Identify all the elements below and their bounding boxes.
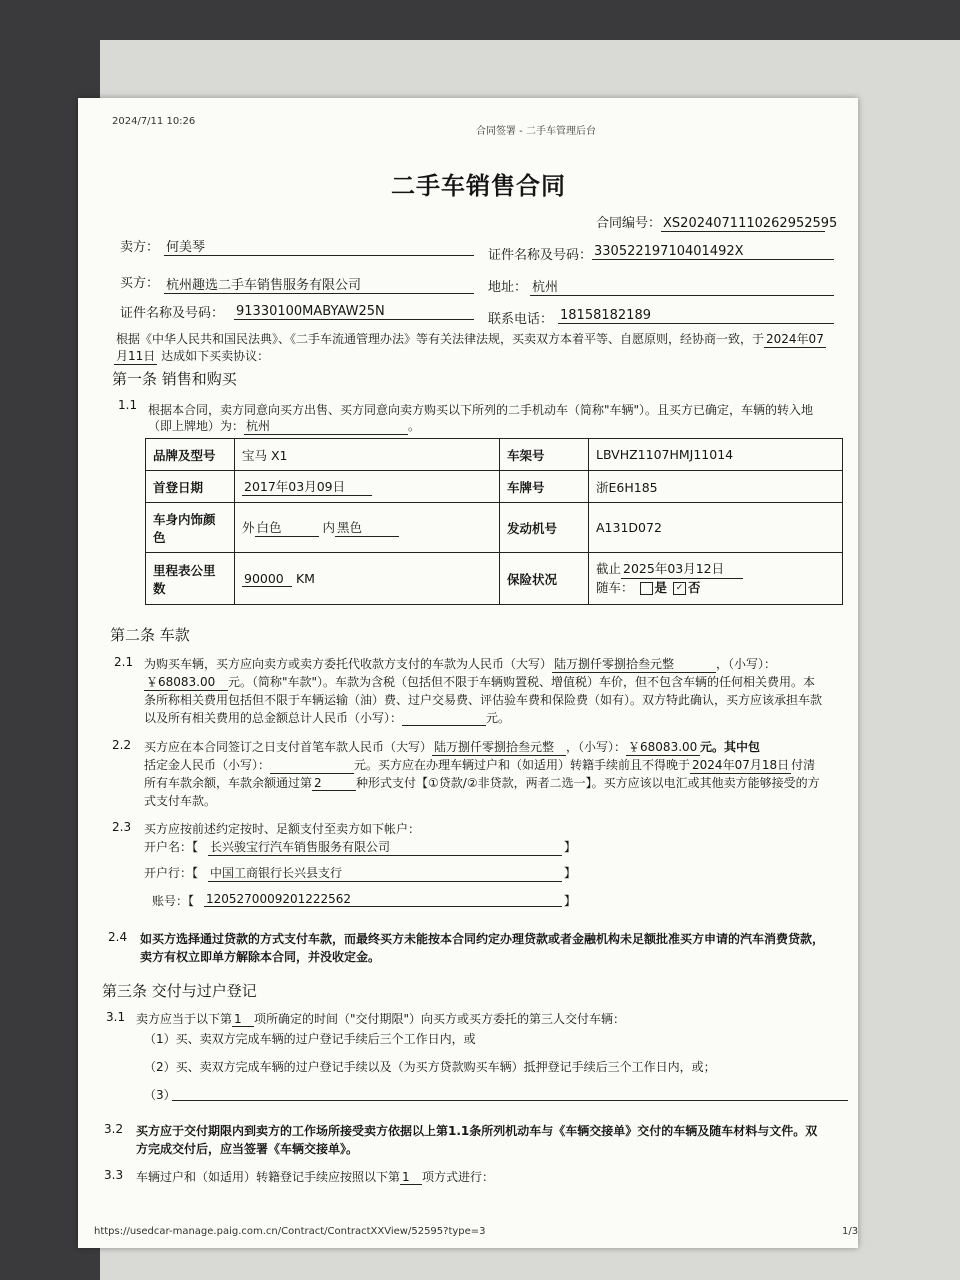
ext-color-value: 白色 <box>255 518 319 537</box>
seller-id-value: 33052219710401492X <box>592 244 834 260</box>
clause-3-3-text-b: 项方式进行： <box>422 1170 495 1184</box>
clause-2-1-text-d: 以及所有相关费用的总金额总计人民币（小写）： <box>144 711 403 725</box>
buyer-id-value: 91330100MABYAW25N <box>234 304 474 320</box>
bank-close: 】 <box>564 866 577 880</box>
clause-2-1-num: 2.1 <box>114 655 134 669</box>
intro-line-1 <box>116 330 826 348</box>
article-2-title: 第二条 车款 <box>110 626 190 644</box>
clause-2-1-text-b: ，（小写）： <box>716 657 777 671</box>
color-label: 车身内饰颜色 <box>146 503 235 553</box>
engine-label: 发动机号 <box>500 503 589 553</box>
clause-2-1-amount-lower: ￥68083.00 <box>144 673 228 691</box>
ext-color-prefix: 外 <box>242 520 255 535</box>
buyer-label: 买方： <box>120 276 160 291</box>
table-row <box>146 553 843 605</box>
buyer-address: 杭州 <box>530 276 834 296</box>
intro-date-part-a: 2024年07 <box>766 332 824 346</box>
transfer-option: 1 <box>400 1170 422 1185</box>
account-name-close: 】 <box>564 840 577 854</box>
clause-3-3-text-a: 车辆过户和（如适用）转籍登记手续应按照以下第 <box>136 1170 401 1184</box>
int-color-value: 黑色 <box>335 518 399 537</box>
clause-2-2-text-f: 付清 <box>791 758 816 772</box>
article-1-title: 第一条 销售和购买 <box>112 370 237 388</box>
clause-2-2-text-d: 括定金人民币（小写）： <box>144 758 271 772</box>
clause-3-3-line <box>136 1168 494 1185</box>
clause-2-2-amount-upper: 陆万捌仟零捌拾叁元整 <box>432 738 566 756</box>
clause-2-2-line-1 <box>144 738 760 756</box>
contract-page <box>78 98 858 1248</box>
intro-date-part-b: 月11日 <box>116 349 156 363</box>
total-amount-blank <box>402 711 486 726</box>
table-row <box>146 503 843 553</box>
contract-no-label: 合同编号： <box>596 216 662 231</box>
account-name-label: 开户名：【 <box>144 840 199 854</box>
account-name: 长兴骏宝行汽车销售服务有限公司 <box>208 838 562 856</box>
insurance-until-date: 2025年03月12日 <box>621 560 743 579</box>
intro-text-2: 达成如下买卖协议： <box>161 349 270 363</box>
intro-line-2 <box>114 347 269 365</box>
clause-2-2-line-2 <box>144 756 815 774</box>
clause-1-1-end: 。 <box>408 419 421 433</box>
clause-2-4-line-1: 如买方选择通过贷款的方式支付车款，而最终买方未能按本合同约定办理贷款或者金融机构未足额批准买方申请的汽车消费贷款， <box>140 932 825 946</box>
clause-2-2-amount-lower: ￥68083.00 <box>626 738 700 756</box>
document-title: 二手车销售合同 <box>391 172 566 200</box>
account-no-label: 账号：【 <box>152 894 195 908</box>
bank-label: 开户行：【 <box>144 866 199 880</box>
print-page-title: 合同签署 - 二手车管理后台 <box>476 126 596 137</box>
yes-checkbox[interactable] <box>640 582 653 595</box>
footer-page-number: 1/3 <box>842 1226 859 1237</box>
mileage-value: 90000 <box>242 571 292 587</box>
brand-value: 宝马 X1 <box>235 439 500 471</box>
clause-2-2-text-h: 种形式支付【①贷款/②非贷款，两者二选一】。买方应该以电汇或其他卖方能够接受的方 <box>356 776 820 790</box>
delivery-option: 1 <box>232 1012 254 1027</box>
deposit-blank <box>270 759 354 774</box>
clause-2-3-text: 买方应按前述约定按时、足额支付至卖方如下帐户： <box>144 822 421 836</box>
vehicle-table <box>145 438 843 605</box>
buyer-addr-label: 地址： <box>488 280 528 295</box>
clause-1-1-line-2 <box>148 417 420 435</box>
clause-2-2-num: 2.2 <box>112 738 132 752</box>
plate-label: 车牌号 <box>500 471 589 503</box>
mileage-label: 里程表公里数 <box>146 553 235 605</box>
clause-2-2-text-a: 买方应在本合同签订之日支付首笔车款人民币（大写） <box>144 740 433 754</box>
print-datetime: 2024/7/11 10:26 <box>112 116 196 127</box>
account-no-close: 】 <box>564 894 577 908</box>
clause-3-2-num: 3.2 <box>104 1122 124 1136</box>
clause-2-2-text-g: 所有车款余额，车款余额通过第 <box>144 776 313 790</box>
clause-2-1-line-1 <box>144 655 776 673</box>
vin-value: LBVHZ1107HMJ11014 <box>589 439 843 471</box>
buyer-id-label: 证件名称及号码： <box>120 306 225 321</box>
clause-3-1-option-3: （3） <box>144 1088 176 1102</box>
clause-2-2-text-e: 元。买方应在办理车辆过户和（如适用）转籍手续前且不得晚于 <box>354 758 691 772</box>
clause-3-1-line-1 <box>136 1010 625 1027</box>
clause-2-1-line-3: 条所称相关费用包括但不限于车辆运输（油）费、过户交易费、评估验车费和保险费（如有）。双方特此确认，买方应该承担车款 <box>144 693 823 707</box>
clause-1-1-text-2: （即上牌地）为： <box>148 419 245 433</box>
clause-3-2-line-2: 方完成交付后，应当签署《车辆交接单》。 <box>136 1142 359 1156</box>
plate-value: 浙E6H185 <box>589 471 843 503</box>
clause-3-1-text-b: 项所确定的时间（"交付期限"）向买方或买方委托的第三人交付车辆： <box>254 1012 626 1026</box>
clause-3-2-line-1: 买方应于交付期限内到卖方的工作场所接受卖方依据以上第1.1条所列机动车与《车辆交接单》交付的车辆及随车材料与文件。双 <box>136 1124 818 1138</box>
contract-no-row <box>596 212 838 232</box>
clause-2-2-text-b: ，（小写）： <box>566 740 627 754</box>
buyer-name: 杭州趣选二手车销售服务有限公司 <box>164 274 474 294</box>
footer-url: https://usedcar-manage.paig.com.cn/Contract/ContractXXView/52595?type=3 <box>94 1226 486 1237</box>
payment-option: 2 <box>312 776 356 791</box>
clause-2-2-line-4: 式支付车款。 <box>144 794 217 808</box>
seller-name: 何美琴 <box>164 236 474 256</box>
clause-2-4-num: 2.4 <box>108 930 128 944</box>
insurance-until-row <box>596 560 835 579</box>
clause-2-1-amount-upper: 陆万捌仟零捌拾叁元整 <box>552 655 716 673</box>
vin-label: 车架号 <box>500 439 589 471</box>
seller-label: 卖方： <box>120 240 160 255</box>
intro-text-1: 根据《中华人民共和国民法典》、《二手车流通管理办法》等有关法律法规，买卖双方本着平等、自愿原则，经协商一致，于 <box>116 332 765 346</box>
reg-date-label: 首登日期 <box>146 471 235 503</box>
reg-date-value: 2017年03月09日 <box>242 477 372 496</box>
clause-3-1-text-a: 卖方应当于以下第 <box>136 1012 233 1026</box>
mileage-unit: KM <box>295 570 315 586</box>
clause-2-1-text-c: 元。（简称"车款"）。车款为含税（包括但不限于车辆购置税、增值税）车价，但不包含车辆的任何相关费用。本 <box>228 675 816 689</box>
seller-id-label: 证件名称及号码： <box>488 248 593 263</box>
insurance-label: 保险状况 <box>500 553 589 605</box>
clause-2-2-deadline: 2024年07月18日 <box>692 758 790 772</box>
option-3-blank <box>172 1100 848 1101</box>
table-row <box>146 471 843 503</box>
clause-2-2-text-c: 元。其中包 <box>700 740 761 754</box>
destination-city: 杭州 <box>244 417 408 435</box>
account-no: 1205270009201222562 <box>204 892 562 907</box>
article-3-title: 第三条 交付与过户登记 <box>102 982 257 1000</box>
clause-3-1-option-1: （1）买、卖双方完成车辆的过户登记手续后三个工作日内，或 <box>144 1032 476 1046</box>
bank-name: 中国工商银行长兴县支行 <box>208 864 562 882</box>
clause-2-1-line-4 <box>144 709 510 726</box>
int-color-prefix: 内 <box>322 520 336 535</box>
insurance-until-prefix: 截止 <box>596 561 622 576</box>
engine-value: A131D072 <box>589 503 843 553</box>
clause-1-1-text: 根据本合同，卖方同意向买方出售、买方同意向卖方购买以下所列的二手机动车（简称"车辆"）。且买方已确定，车辆的转入地 <box>148 403 814 417</box>
with-car-label: 随车： <box>596 580 634 595</box>
brand-label: 品牌及型号 <box>146 439 235 471</box>
table-row <box>146 439 843 471</box>
no-checkbox[interactable]: ✓ <box>673 582 686 595</box>
contract-no-value: XS2024071110262952595 <box>663 216 838 231</box>
clause-2-3-num: 2.3 <box>112 820 132 834</box>
clause-1-1-num: 1.1 <box>118 398 138 412</box>
buyer-phone: 18158182189 <box>558 308 834 324</box>
clause-3-1-num: 3.1 <box>106 1010 126 1024</box>
with-car-row <box>596 579 835 597</box>
buyer-phone-label: 联系电话： <box>488 312 554 327</box>
clause-3-3-num: 3.3 <box>104 1168 124 1182</box>
no-label: 否 <box>688 580 701 595</box>
clause-2-2-line-3 <box>144 774 820 791</box>
clause-2-1-text-e: 元。 <box>486 711 511 725</box>
clause-3-1-option-2: （2）买、卖双方完成车辆的过户登记手续以及（为买方贷款购买车辆）抵押登记手续后三个工作日内，或； <box>144 1060 716 1074</box>
yes-label: 是 <box>654 580 668 595</box>
clause-2-4-line-2: 卖方有权立即单方解除本合同，并没收定金。 <box>140 950 381 964</box>
clause-2-1-text-a: 为购买车辆，买方应向卖方或卖方委托代收款方支付的车款为人民币（大写） <box>144 657 553 671</box>
clause-2-1-line-2 <box>144 673 815 691</box>
